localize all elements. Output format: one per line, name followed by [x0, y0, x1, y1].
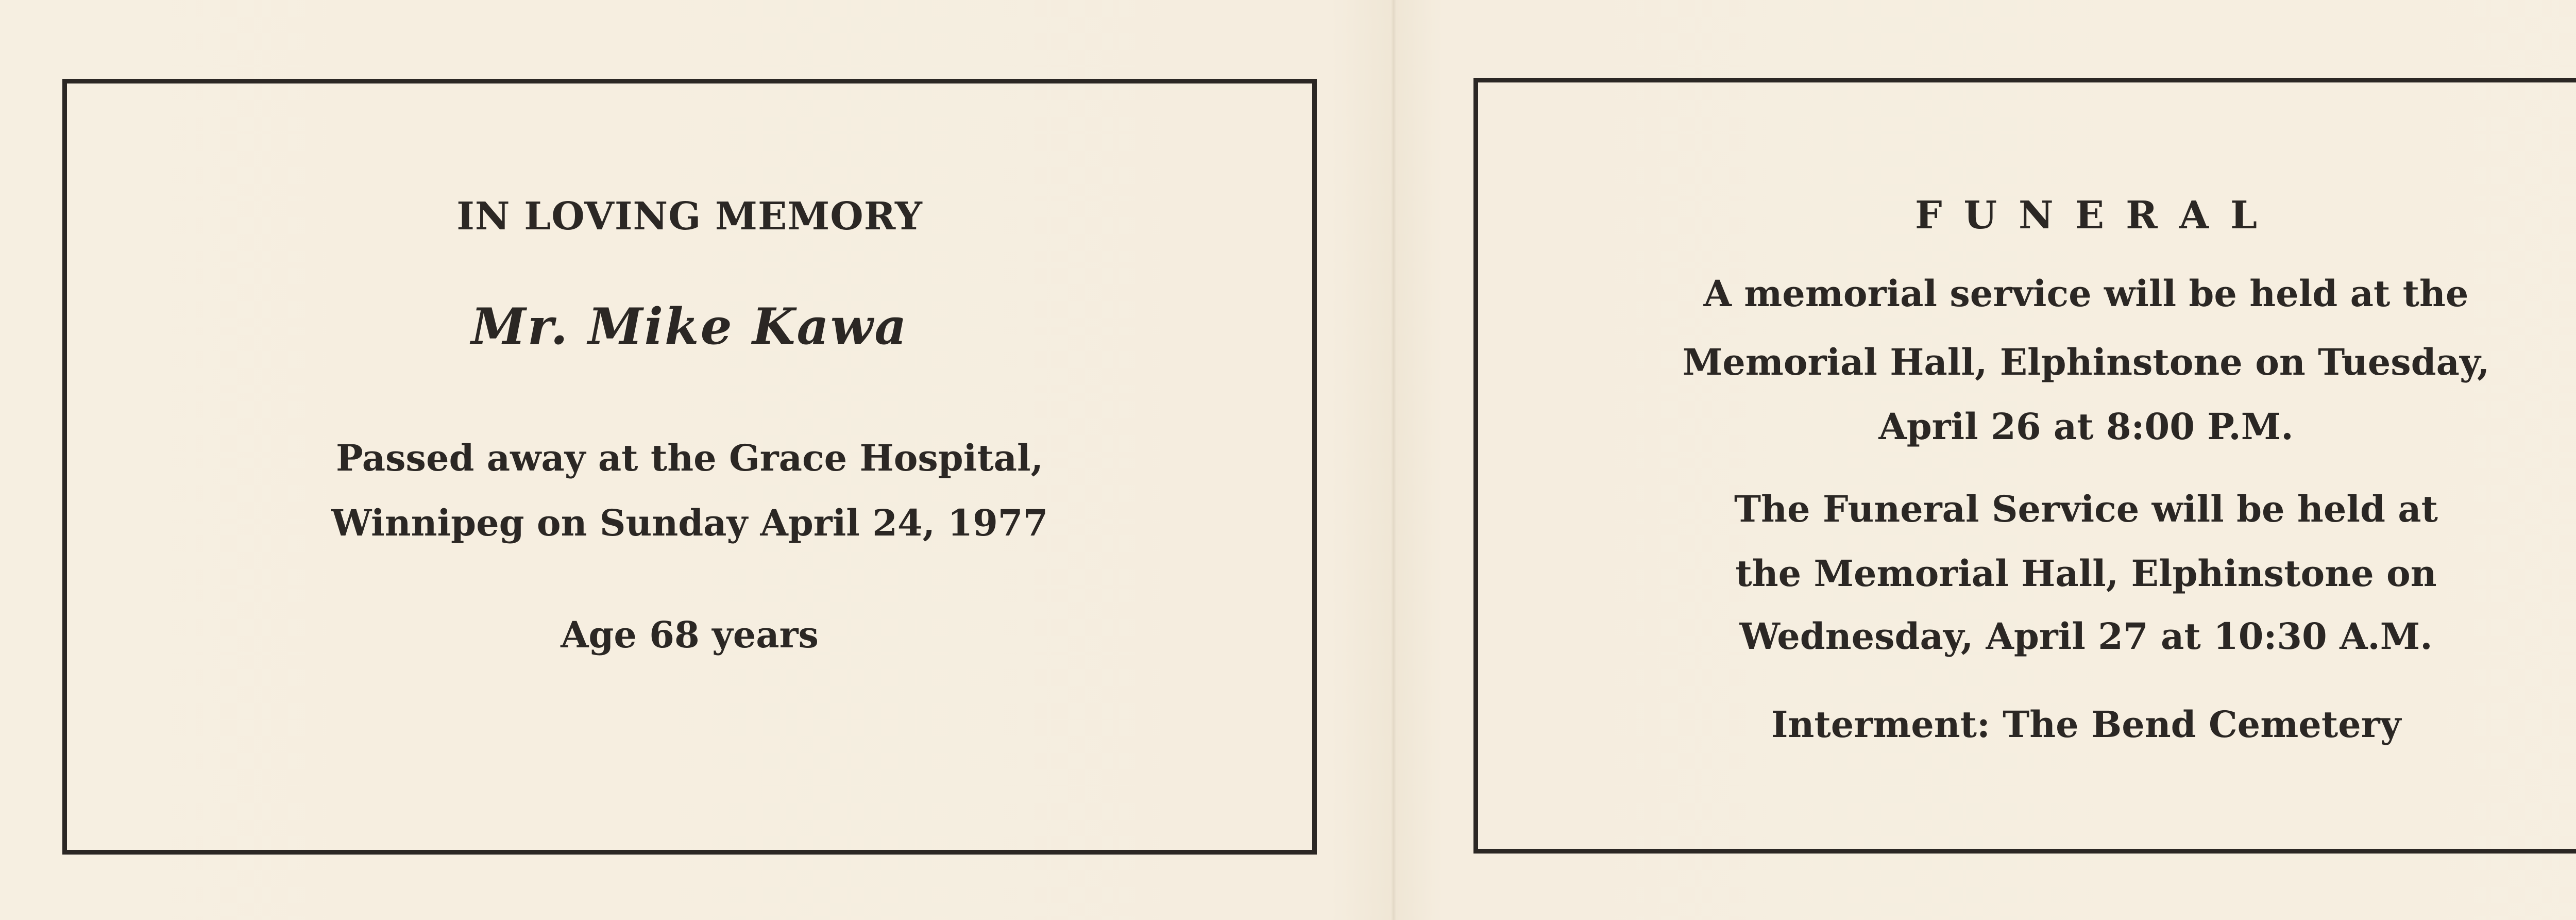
memorial-line-1: A memorial service will be held at the [1703, 272, 2469, 315]
service-line-1: The Funeral Service will be held at [1734, 488, 2438, 530]
memorial-line-3: April 26 at 8:00 P.M. [1878, 405, 2294, 448]
service-line-3: Wednesday, April 27 at 10:30 A.M. [1739, 615, 2433, 658]
deceased-name: Mr. Mike Kawa [471, 297, 908, 356]
passed-line-2: Winnipeg on Sunday April 24, 1977 [331, 501, 1048, 544]
interment-line: Interment: The Bend Cemetery [1771, 703, 2401, 746]
funeral-heading: FUNERAL [1914, 193, 2279, 238]
age-line: Age 68 years [561, 613, 819, 656]
funeral-card [1473, 78, 2576, 854]
center-fold [1391, 0, 1396, 920]
memorial-line-2: Memorial Hall, Elphinstone on Tuesday, [1682, 341, 2490, 383]
memory-heading: IN LOVING MEMORY [456, 194, 923, 239]
passed-line-1: Passed away at the Grace Hospital, [336, 437, 1043, 479]
service-line-2: the Memorial Hall, Elphinstone on [1735, 552, 2437, 595]
in-memory-card [62, 79, 1317, 855]
